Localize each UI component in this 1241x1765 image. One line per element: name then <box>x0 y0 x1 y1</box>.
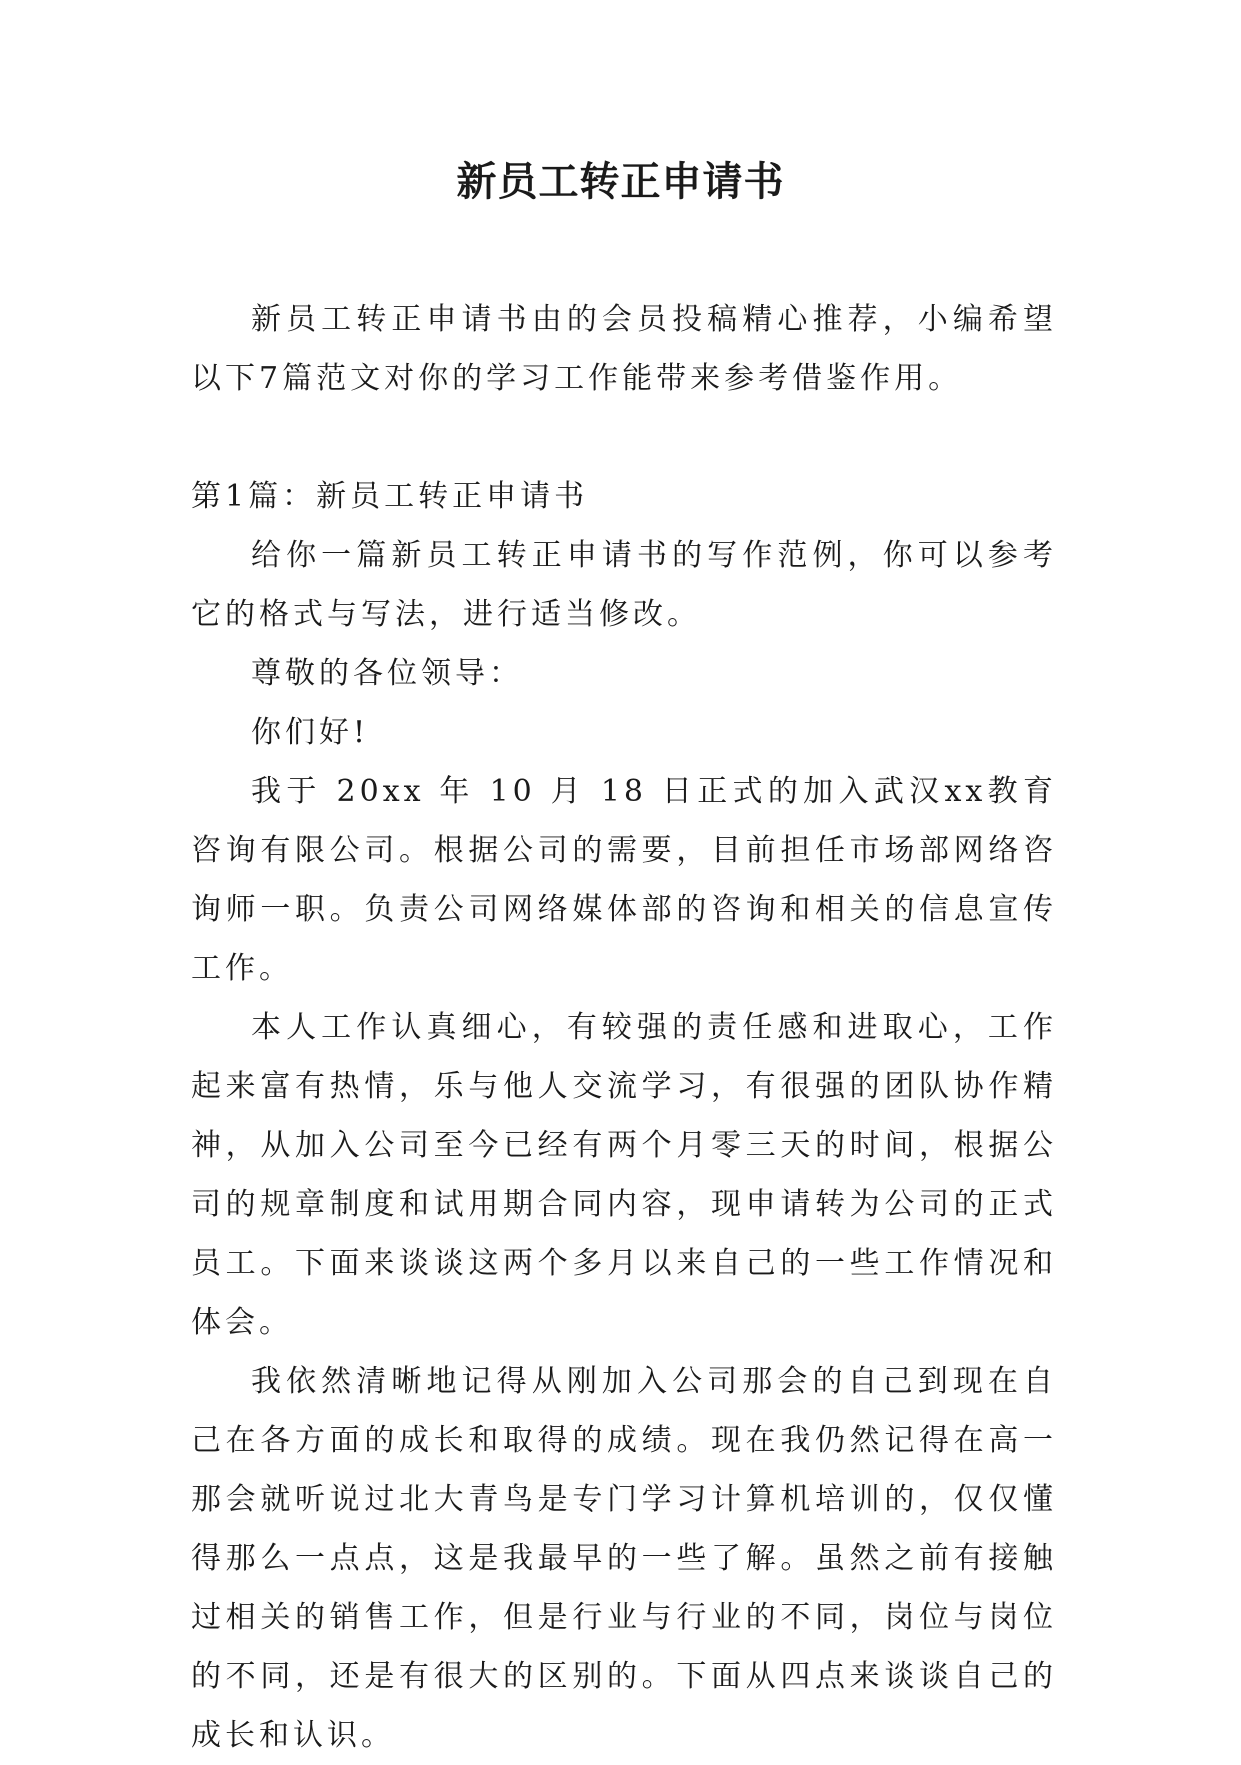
section-heading: 第1篇：新员工转正申请书 <box>191 479 589 514</box>
salutation: 尊敬的各位领导： <box>251 656 523 691</box>
paragraph-gap <box>191 408 1057 467</box>
body-paragraph: 本人工作认真细心，有较强的责任感和进取心，工作起来富有热情，乐与他人交流学习，有很强的团队协作精神，从加入公司至今已经有两个月零三天的时间，根据公司的规章制度和试用期合同内容，现申请转为公司的正式员工。下面来谈谈这两个多月以来自己的一些工作情况和体会。 <box>191 1010 1057 1340</box>
body-paragraph: 我依然清晰地记得从刚加入公司那会的自己到现在自己在各方面的成长和取得的成绩。现在我仍然记得在高一那会就听说过北大青鸟是专门学习计算机培训的，仅仅懂得那么一点点，这是我最早的一些了解。虽然之前有接触过相关的销售工作，但是行业与行业的不同，岗位与岗位的不同，还是有很大的区别的。下面从四点来谈谈自己的成长和认识。 <box>191 1364 1057 1753</box>
section-intro-paragraph: 给你一篇新员工转正申请书的写作范例，你可以参考它的格式与写法，进行适当修改。 <box>191 538 1057 632</box>
document-body <box>191 290 1057 1765</box>
intro-paragraph: 新员工转正申请书由的会员投稿精心推荐，小编希望以下7篇范文对你的学习工作能带来参考借鉴作用。 <box>191 302 1057 396</box>
document-title: 新员工转正申请书 <box>456 158 785 205</box>
greeting: 你们好! <box>251 715 370 750</box>
body-paragraph: 我于 20xx 年 10 月 18 日正式的加入武汉xx教育咨询有限公司。根据公司的需要，目前担任市场部网络咨询师一职。负责公司网络媒体部的咨询和相关的信息宣传工作。 <box>191 774 1057 986</box>
